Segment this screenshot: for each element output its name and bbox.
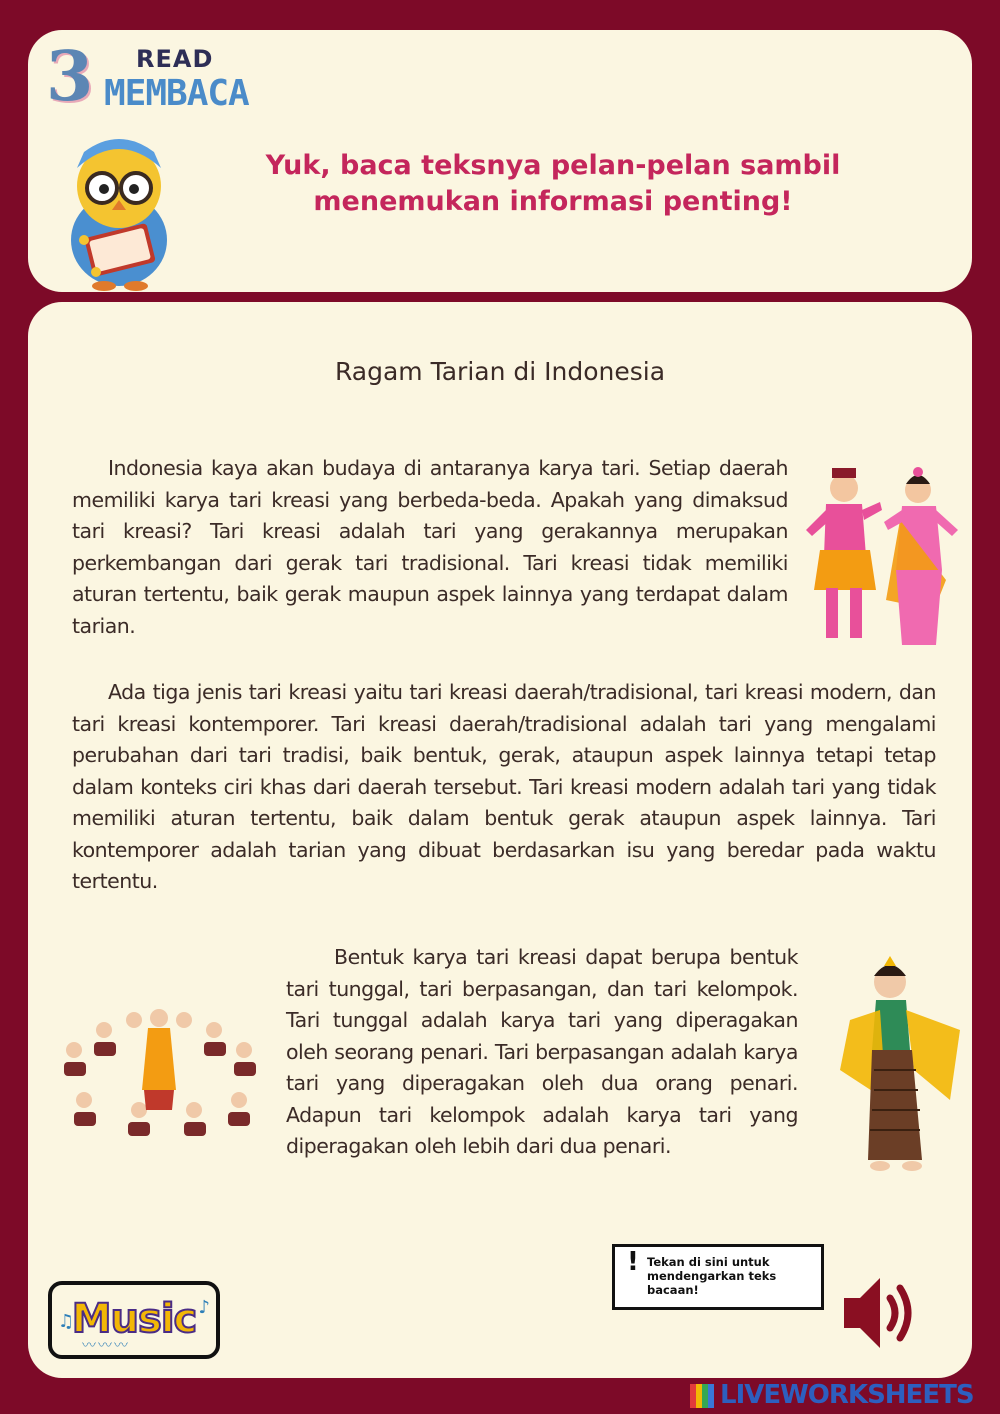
article-title: Ragam Tarian di Indonesia bbox=[334, 357, 666, 386]
reading-prompt bbox=[203, 148, 903, 220]
music-note-icon-right: ♪ bbox=[198, 1297, 210, 1318]
dancing-couple-illustration bbox=[796, 460, 966, 660]
prompt-line-2: menemukan informasi penting! bbox=[313, 186, 793, 217]
sound-wave-icon: 〰〰〰 bbox=[82, 1338, 130, 1354]
badge-membaca-label: MEMBACA bbox=[104, 73, 249, 114]
music-note-icon-left: ♫ bbox=[58, 1311, 75, 1332]
header-card bbox=[28, 30, 972, 292]
article-paragraph-1: Indonesia kaya akan budaya di antaranya karya tari. Setiap daerah memiliki karya tari kreasi yang berbeda-beda. Apakah yang dimaksud tari kreasi? Tari kreasi adalah tari yang gerakannya merupakan perkembangan dari gerak tari tradisional. Tari kreasi tidak memiliki aturan tertentu, baik gerak maupun aspek lainnya yang terdapat dalam tarian. bbox=[72, 456, 788, 638]
article-paragraph-3: Bentuk karya tari kreasi dapat berupa bentuk tari tunggal, tari berpasangan, dan tari kelompok. Tari tunggal adalah karya tari yang diperagakan oleh seorang penari. Tari berpasangan adalah karya tari yang diperagakan oleh dua orang penari. Adapun tari kelompok adalah karya tari yang diperagakan oleh lebih dari dua penari. bbox=[286, 945, 798, 1158]
solo-dancer-illustration bbox=[830, 950, 970, 1180]
badge-read-label: READ bbox=[136, 45, 214, 73]
liveworksheets-logo-icon bbox=[690, 1384, 714, 1408]
article-paragraph-2: Ada tiga jenis tari kreasi yaitu tari kreasi daerah/tradisional, tari kreasi modern, dan tari kreasi kontemporer. Tari kreasi daerah/tradisional adalah tari yang mengalami perubahan dari tari tradisi, baik bentuk, gerak, ataupun aspek lainnya tetapi tetap dalam konteks ciri khas dari daerah tersebut. Tari kreasi modern adalah tari yang tidak memiliki aturan tertentu, baik dalam bentuk gerak ataupun aspek lainnya. Tari kontemporer adalah tarian yang dibuat berdasarkan isu yang beredar pada waktu tertentu. bbox=[72, 680, 936, 893]
audio-hint-text: Tekan di sini untuk mendengarkan teks bacaan! bbox=[647, 1255, 777, 1297]
group-dance-illustration bbox=[44, 1000, 274, 1150]
speaker-icon[interactable] bbox=[840, 1268, 920, 1358]
footer-brand-name: LIVEWORKSHEETS bbox=[720, 1380, 974, 1410]
section-number-badge: 3 bbox=[46, 37, 94, 117]
music-button[interactable] bbox=[48, 1281, 220, 1359]
prompt-line-1: Yuk, baca teksnya pelan-pelan sambil bbox=[265, 150, 841, 181]
footer-brand bbox=[690, 1378, 990, 1410]
exclamation-icon: ! bbox=[627, 1247, 639, 1277]
audio-hint-note bbox=[612, 1244, 824, 1310]
music-button-label: Music bbox=[71, 1296, 197, 1342]
owl-reading-mascot-icon bbox=[44, 122, 194, 292]
